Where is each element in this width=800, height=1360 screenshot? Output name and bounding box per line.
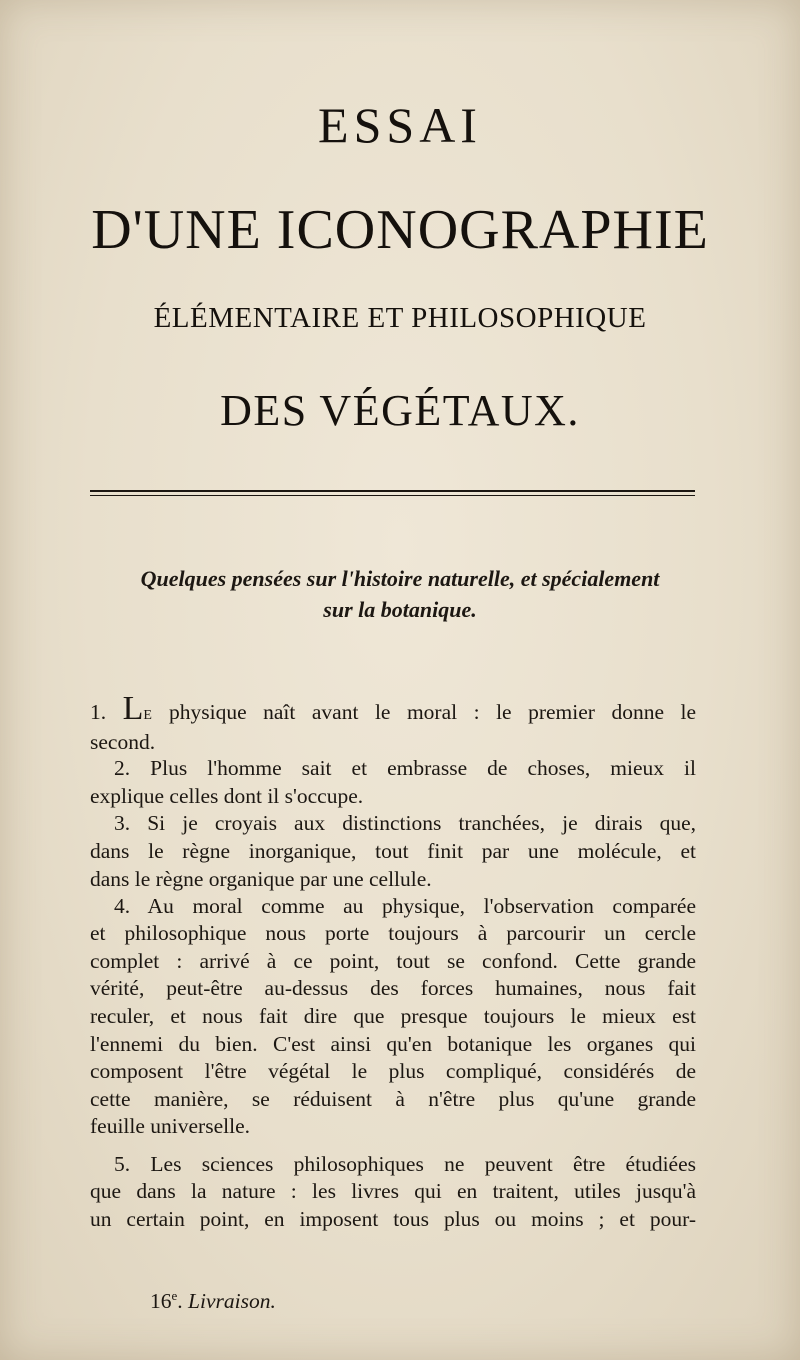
- rule-thin-line: [90, 495, 695, 496]
- paragraph-4-line-8: cette manière, se réduisent à n'être plus qu'une grande: [90, 1087, 696, 1111]
- paragraph-4-line-3: complet : arrivé à ce point, tout se confond. Cette grande: [90, 949, 696, 973]
- paragraph-5-line-3: un certain point, en imposent tous plus ou moins ; et pour-: [90, 1207, 696, 1231]
- title-elementaire: ÉLÉMENTAIRE ET PHILOSOPHIQUE: [153, 302, 647, 334]
- paragraph-1-line-1: [90, 690, 697, 731]
- signature-dot: .: [177, 1289, 183, 1313]
- title-iconographie: D'UNE ICONOGRAPHIE: [91, 199, 709, 261]
- paragraph-4-line-9: feuille universelle.: [90, 1114, 250, 1138]
- title-essai: ESSAI: [318, 97, 482, 153]
- drop-cap: L: [122, 690, 144, 727]
- rule-thick-line: [90, 490, 695, 492]
- paragraph-2-line-1: 2. Plus l'homme sait et embrasse de choses, mieux il: [114, 756, 696, 780]
- paragraph-4-line-6: l'ennemi du bien. C'est ainsi qu'en botanique les organes qui: [90, 1032, 696, 1056]
- title-vegetaux: DES VÉGÉTAUX.: [220, 386, 580, 435]
- paragraph-1-line-2: second.: [90, 730, 156, 754]
- paragraph-4-line-7: composent l'être végétal le plus compliqué, considérés de: [90, 1059, 696, 1083]
- double-rule-divider: [90, 490, 695, 498]
- paragraph-3-line-2: dans le règne inorganique, tout finit par une molécule, et: [90, 839, 696, 863]
- signature-superscript: e: [171, 1287, 178, 1303]
- signature-number: 16: [150, 1289, 172, 1313]
- paragraph-2-line-2: explique celles dont il s'occupe.: [90, 784, 364, 808]
- paragraph-5-line-2: que dans la nature : les livres qui en traitent, utiles jusqu'à: [90, 1179, 696, 1203]
- section-heading-line-1: Quelques pensées sur l'histoire naturelle, et spécialement: [140, 566, 660, 591]
- paragraph-3-line-3: dans le règne organique par une cellule.: [90, 867, 432, 891]
- paragraph-number: 1.: [90, 700, 107, 724]
- small-caps: E: [143, 708, 153, 723]
- paragraph-5-line-1: 5. Les sciences philosophiques ne peuvent être étudiées: [114, 1152, 696, 1176]
- paragraph-4-line-4: vérité, peut-être au-dessus des forces humaines, nous fait: [90, 976, 696, 1000]
- signature-label: Livraison.: [188, 1289, 276, 1313]
- section-heading-line-2: sur la botanique.: [323, 597, 477, 622]
- signature-mark: [150, 1286, 276, 1316]
- paragraph-text: physique naît avant le moral : le premier donne le: [169, 700, 697, 724]
- paragraph-3-line-1: 3. Si je croyais aux distinctions tranchées, je dirais que,: [114, 811, 696, 835]
- paragraph-4-line-1: 4. Au moral comme au physique, l'observation comparée: [114, 894, 696, 918]
- paragraph-4-line-5: reculer, et nous fait dire que presque toujours le mieux est: [90, 1004, 696, 1028]
- paragraph-4-line-2: et philosophique nous porte toujours à parcourir un cercle: [90, 921, 696, 945]
